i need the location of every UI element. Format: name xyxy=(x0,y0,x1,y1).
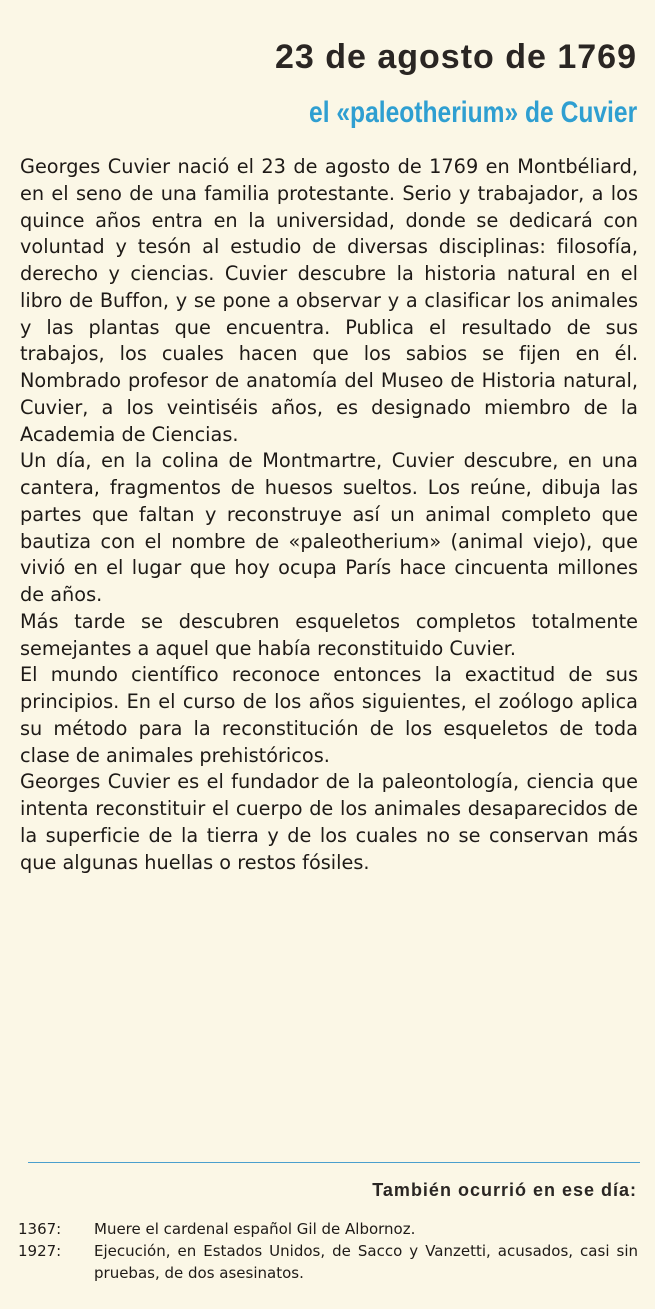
article-body xyxy=(20,154,638,876)
date-title: 23 de agosto de 1769 xyxy=(274,38,637,76)
article-subtitle: el «paleotherium» de Cuvier xyxy=(308,96,637,129)
section-divider xyxy=(28,1162,640,1163)
events-list xyxy=(18,1218,638,1284)
event-item xyxy=(18,1240,638,1284)
event-year: 1927: xyxy=(18,1242,62,1260)
paragraph: Georges Cuvier nació el 23 de agosto de 1769 en Montbéliard, en el seno de una familia protestante. Serio y trabajador, a los quince años entra en la universidad, donde se dedicará con voluntad y tesón al estudio de diversas disciplinas: filosofía, derecho y ciencias. Cuvier descubre la historia natural en el libro de Buffon, y se pone a observar y a clasificar los animales y las plantas que encuentra. Publica el resultado de sus trabajos, los cuales hacen que los sabios se fijen en él. Nombrado profesor de anatomía del Museo de Historia natural, Cuvier, a los veintiséis años, es designado miembro de la Academia de Ciencias. xyxy=(20,155,638,446)
paragraph: El mundo científico reconoce entonces la exactitud de sus principios. En el curso de los años siguientes, el zoólogo aplica su método para la reconstitución de los esqueletos de toda clase de animales prehistóricos. xyxy=(20,663,638,767)
event-item xyxy=(18,1218,638,1240)
event-year: 1367: xyxy=(18,1220,62,1238)
also-happened-heading: También ocurrió en ese día: xyxy=(372,1180,637,1200)
event-text: Ejecución, en Estados Unidos, de Sacco y Vanzetti, acusados, casi sin pruebas, de dos asesinatos. xyxy=(94,1242,638,1282)
paragraph: Georges Cuvier es el fundador de la paleontología, ciencia que intenta reconstituir el cuerpo de los animales desaparecidos de la superficie de la tierra y de los cuales no se conservan más que algunas huellas o restos fósiles. xyxy=(20,770,638,874)
paragraph: Más tarde se descubren esqueletos completos totalmente semejantes a aquel que había reconstituido Cuvier. xyxy=(20,609,638,660)
paragraph: Un día, en la colina de Montmartre, Cuvier descubre, en una cantera, fragmentos de huesos sueltos. Los reúne, dibuja las partes que faltan y reconstruye así un animal completo que bautiza con el nombre de «paleotherium» (animal viejo), que vivió en el lugar que hoy ocupa París hace cincuenta millones de años. xyxy=(20,449,638,606)
event-text: Muere el cardenal español Gil de Albornoz. xyxy=(94,1220,416,1238)
